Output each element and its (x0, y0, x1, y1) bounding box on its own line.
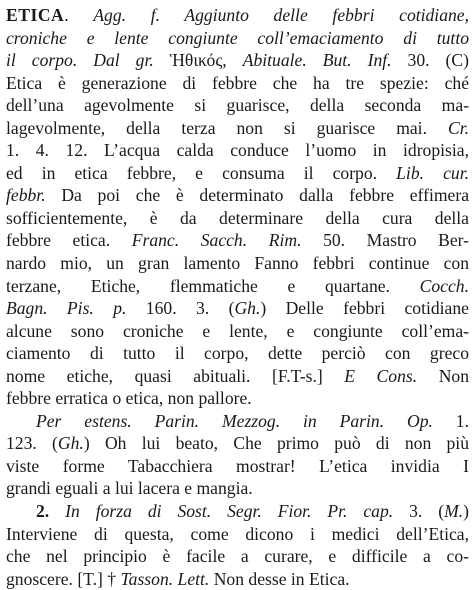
text-line (6, 477, 469, 500)
text-segment: Gh. (234, 298, 261, 319)
text-line (6, 4, 469, 27)
text-segment: 160. 3. ( (126, 298, 235, 319)
text-line (6, 252, 469, 275)
text-line (6, 568, 469, 590)
text-segment: ) Delle febbri cotidiane (260, 298, 469, 319)
text-segment: dell’una agevolmente si guarisce, della seconda ma- (6, 95, 469, 116)
text-segment: nardo mio, un gran lamento Fanno febbri continue con (6, 253, 469, 274)
text-line (6, 49, 469, 72)
text-segment: febbre etica. (6, 230, 132, 251)
text-line (6, 410, 469, 433)
text-segment: ) Oh lui beato, Che primo può di non più (83, 433, 469, 454)
text-line (6, 365, 469, 388)
text-line (6, 72, 469, 95)
text-segment: che nel principio è facile a curare, e difficile a co- (6, 546, 469, 567)
text-line (6, 432, 469, 455)
text-segment: grandi eguali a lui lacera e mangia. (6, 478, 253, 499)
text-segment: Etica è generazione di febbre che ha tre spezie: ché (6, 72, 469, 93)
text-segment: ciamento di tutto il corpo, dette perciò con greco (6, 343, 469, 364)
text-segment: Non desse in Etica. (209, 568, 350, 589)
text-line (6, 545, 469, 568)
text-segment: ) (463, 501, 469, 522)
text-line (6, 162, 469, 185)
text-segment: Ἡθικός (169, 50, 223, 71)
text-segment: Interviene di questa, come dicono i medici dell’Etica, (6, 523, 469, 544)
text-segment: terzane, Etiche, flemmatiche e quartane. (6, 275, 420, 296)
text-line (6, 523, 469, 546)
text-segment: Bagn. Pis. p. (6, 298, 127, 319)
text-segment: In forza di Sost. Segr. Fior. Pr. cap. (65, 501, 394, 522)
text-segment: M. (444, 501, 464, 522)
text-segment: E Cons. (344, 365, 418, 386)
text-line (6, 207, 469, 230)
text-segment (49, 501, 65, 521)
text-segment: il corpo. Dal gr. (6, 50, 170, 71)
text-segment: nome etiche, quasi abituali. [F.T-s.] (6, 365, 345, 386)
headword: ETICA (6, 5, 65, 25)
text-line (6, 117, 469, 140)
text-segment: 50. Mastro Ber- (301, 230, 469, 251)
text-segment: Gh. (57, 433, 84, 454)
text-segment: Franc. Sacch. Rim. (131, 230, 302, 251)
dictionary-entry-etica (6, 4, 469, 590)
text-segment: 1. (432, 410, 470, 431)
text-line (6, 500, 469, 523)
text-segment: Tasson. Lett. (120, 568, 210, 589)
text-segment: alcune sono croniche e lente, e congiunte coll’ema- (6, 320, 469, 341)
text-segment: , Abituale. But. Inf. (222, 50, 408, 71)
text-segment: Cr. (447, 117, 469, 138)
text-line (6, 184, 469, 207)
text-segment: sofficientemente, è da determinare della cura della (6, 207, 469, 228)
text-segment: 3. ( (393, 501, 445, 522)
text-line (6, 229, 469, 252)
text-line (6, 297, 469, 320)
text-segment: 1. 4. 12. L’acqua calda conduce l’uomo in idropisia, (6, 140, 469, 161)
text-segment: croniche e lente congiunte coll’emaciamento di tutto (6, 27, 469, 48)
text-line (6, 27, 469, 50)
text-segment: Cocch. (419, 275, 469, 296)
text-line (6, 387, 469, 410)
text-line (6, 320, 469, 343)
text-segment: febbre erratica o etica, non pallore. (6, 388, 252, 409)
text-segment: febbr. (6, 185, 46, 206)
text-segment: Lib. cur. (396, 162, 470, 183)
text-segment: viste forme Tabacchiera mostrar! L’etica invidia I (6, 455, 469, 476)
text-segment: Da poi che è determinato dalla febbre effimera (45, 185, 469, 206)
text-line (6, 139, 469, 162)
text-segment: Per estens. Parin. Mezzog. in Parin. Op. (36, 410, 433, 431)
text-segment: lagevolmente, della terza non si guarisce mai. (6, 117, 448, 138)
text-line (6, 455, 469, 478)
text-segment: 30. (C) (407, 50, 470, 71)
text-segment: . (64, 5, 94, 25)
text-segment: 123. ( (6, 433, 58, 454)
text-segment: Agg. f. Aggiunto delle febbri cotidiane, (93, 5, 469, 25)
text-line (6, 275, 469, 298)
text-segment: gnoscere. [T.] † (6, 568, 121, 589)
text-line (6, 342, 469, 365)
text-line (6, 94, 469, 117)
text-segment: 2. (36, 501, 50, 522)
text-segment: Non (417, 365, 469, 386)
text-segment: ed in etica febbre, e consuma il corpo. (6, 162, 397, 183)
